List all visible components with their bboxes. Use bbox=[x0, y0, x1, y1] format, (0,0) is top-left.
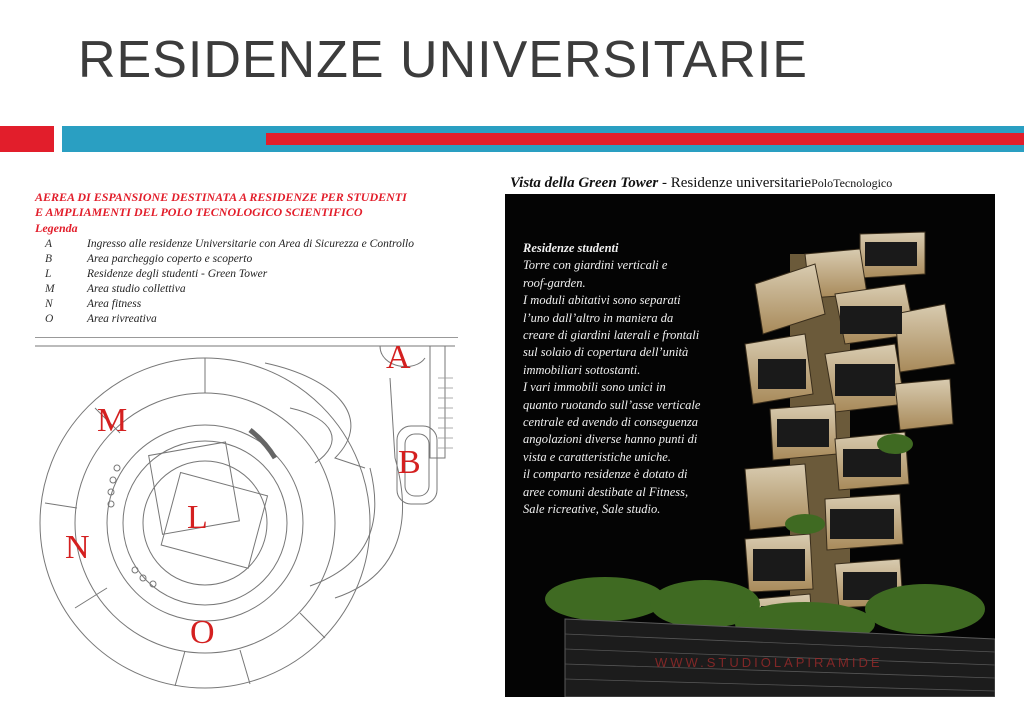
legend-item bbox=[45, 267, 414, 282]
tower-description-line: il comparto residenze è dotato di bbox=[523, 467, 688, 482]
tower-description-line: vista e caratteristiche uniche. bbox=[523, 449, 671, 464]
plan-label-A: A bbox=[386, 339, 411, 376]
tower-description bbox=[523, 240, 758, 519]
green-tower-panel bbox=[505, 172, 995, 697]
view-caption-bold: Vista della Green Tower bbox=[510, 175, 659, 191]
page-title: RESIDENZE UNIVERSITARIE bbox=[78, 31, 808, 89]
tower-description-line: quanto ruotando sull’asse verticale bbox=[523, 397, 701, 412]
legend-text: Area studio collettiva bbox=[87, 283, 186, 295]
plan-label-O: O bbox=[190, 614, 215, 651]
view-caption-small: PoloTecnologico bbox=[811, 176, 893, 190]
view-caption-normal: Residenze universitarie bbox=[670, 175, 812, 191]
legend-text: Area rivreativa bbox=[87, 313, 157, 325]
legend-key: B bbox=[45, 253, 53, 265]
plan-heading-line1: AEREA DI ESPANSIONE DESTINATA A RESIDENZE PER STUDENTI bbox=[35, 190, 407, 204]
tower-description-line: Torre con giardini verticali e bbox=[523, 258, 668, 273]
site-plan-svg bbox=[35, 338, 458, 694]
legend-item bbox=[45, 252, 414, 267]
legend-item bbox=[45, 282, 414, 297]
tower-description-header: Residenze studenti bbox=[523, 241, 619, 255]
tower-description-line: aree comuni destibate al Fitness, bbox=[523, 484, 689, 499]
tower-description-line: l’uno dall’altro in maniera da bbox=[523, 310, 674, 325]
tower-description-line: Sale ricreative, Sale studio. bbox=[523, 502, 661, 517]
tower-description-line: I vari immobili sono unici in bbox=[523, 380, 666, 395]
legend-key: L bbox=[45, 268, 52, 280]
legend-item bbox=[45, 237, 414, 252]
accent-bar-red-long bbox=[266, 133, 1024, 145]
plan-label-B: B bbox=[398, 444, 421, 481]
legend-text: Ingresso alle residenze Universitarie con Area di Sicurezza e Controllo bbox=[87, 238, 414, 250]
plan-label-M: M bbox=[97, 402, 128, 439]
legend-item bbox=[45, 312, 414, 327]
plan-label-N: N bbox=[65, 529, 90, 566]
legend-item bbox=[45, 297, 414, 312]
studio-watermark: WWW.STUDIOLAPIRAMIDE bbox=[655, 655, 883, 670]
legend-key: O bbox=[45, 313, 54, 325]
site-plan-drawing bbox=[35, 337, 458, 694]
accent-bar-red-small bbox=[0, 126, 54, 152]
tower-description-line: angolazioni diverse hanno punti di bbox=[523, 432, 698, 447]
tower-description-line: roof-garden. bbox=[523, 275, 586, 290]
view-caption bbox=[510, 175, 892, 192]
tower-description-line: I moduli abitativi sono separati bbox=[523, 293, 681, 308]
legend-key: M bbox=[45, 283, 55, 295]
tower-description-line: sul solaio di copertura dell’unità bbox=[523, 345, 689, 360]
view-caption-sep: - bbox=[658, 175, 671, 191]
plan-heading bbox=[35, 190, 465, 220]
plan-label-L: L bbox=[187, 499, 208, 536]
legend-key: N bbox=[45, 298, 53, 310]
legend-key: A bbox=[45, 238, 53, 250]
green-tower-render bbox=[505, 194, 995, 697]
tower-description-line: immobiliari sottostanti. bbox=[523, 362, 641, 377]
plan-heading-line2: E AMPLIAMENTI DEL POLO TECNOLOGICO SCIENTIFICO bbox=[35, 205, 363, 219]
legend-text: Area fitness bbox=[87, 298, 142, 310]
legend-text: Residenze degli studenti - Green Tower bbox=[87, 268, 268, 280]
legend-title: Legenda bbox=[35, 221, 78, 235]
legend-list bbox=[45, 237, 414, 327]
legend-text: Area parcheggio coperto e scoperto bbox=[87, 253, 253, 265]
tower-description-line: creare di giardini laterali e frontali bbox=[523, 328, 700, 343]
tower-description-line: centrale ed avendo di conseguenza bbox=[523, 415, 698, 430]
